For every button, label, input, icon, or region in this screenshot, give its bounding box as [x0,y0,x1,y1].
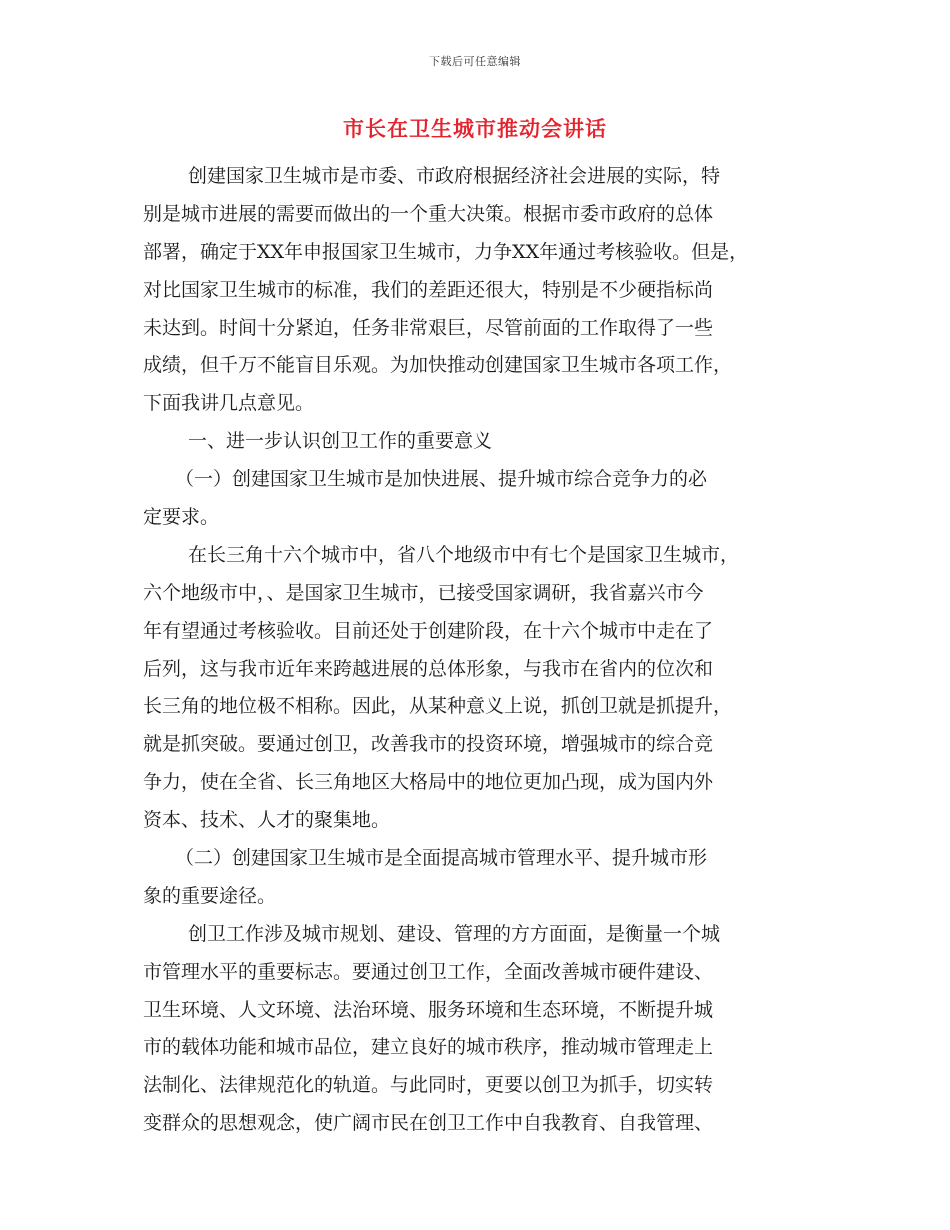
body-line: 在长三角十六个城市中，省八个地级市中有七个是国家卫生城市， [188,543,740,566]
subsection-heading: （一）创建国家卫生城市是加快进展、提升城市综合竞争力的必 [175,468,708,491]
body-line: 市的载体功能和城市品位，建立良好的城市秩序，推动城市管理走上 [143,1036,714,1059]
body-line: 就是抓突破。要通过创卫，改善我市的投资环境，增强城市的综合竞 [143,733,714,756]
body-line: 资本、技术、人才的聚集地。 [143,809,391,832]
body-line: 象的重要途径。 [143,884,277,907]
body-line: 别是城市进展的需要而做出的一个重大决策。根据市委市政府的总体 [143,202,714,225]
body-line: 长三角的地位极不相称。因此，从某种意义上说，抓创卫就是抓提升， [143,695,733,718]
body-line: 六个地级市中，、是国家卫生城市，已接受国家调研，我省嘉兴市今 [143,581,704,604]
header-note: 下载后可任意编辑 [429,55,521,68]
body-line: 争力，使在全省、长三角地区大格局中的地位更加凸现，成为国内外 [143,771,714,794]
body-line: 创建国家卫生城市是市委、市政府根据经济社会进展的实际，特 [188,165,721,187]
body-line: 成绩，但千万不能盲目乐观。为加快推动创建国家卫生城市各项工作， [143,354,733,377]
document-body [143,158,823,1143]
body-line: 卫生环境、人文环境、法治环境、服务环境和生态环境，不断提升城 [143,998,714,1021]
body-line: 下面我讲几点意见。 [143,392,315,415]
body-line: 对比国家卫生城市的标准，我们的差距还很大，特别是不少硬指标尚 [143,278,714,301]
body-line: 市管理水平的重要标志。要通过创卫工作，全面改善城市硬件建设、 [143,960,714,983]
body-line: 年有望通过考核验收。目前还处于创建阶段，在十六个城市中走在了 [143,619,714,642]
section-heading: 一、进一步认识创卫工作的重要意义 [188,430,493,453]
body-line: 变群众的思想观念，使广阔市民在创卫工作中自我教育、自我管理、 [143,1112,714,1135]
body-line: 后列，这与我市近年来跨越进展的总体形象，与我市在省内的位次和 [143,657,714,680]
body-line: 创卫工作涉及城市规划、建设、管理的方方面面，是衡量一个城 [188,922,721,945]
subsection-heading: （二）创建国家卫生城市是全面提高城市管理水平、提升城市形 [175,847,708,870]
body-line: 法制化、法律规范化的轨道。与此同时，更要以创卫为抓手，切实转 [143,1074,714,1097]
body-line: 未达到。时间十分紧迫，任务非常艰巨，尽管前面的工作取得了一些 [143,316,714,339]
body-line: 部署，确定于XX年申报国家卫生城市，力争XX年通过考核验收。但是， [143,240,749,263]
document-title: 市长在卫生城市推动会讲话 [343,116,607,141]
body-line: 定要求。 [143,506,220,529]
